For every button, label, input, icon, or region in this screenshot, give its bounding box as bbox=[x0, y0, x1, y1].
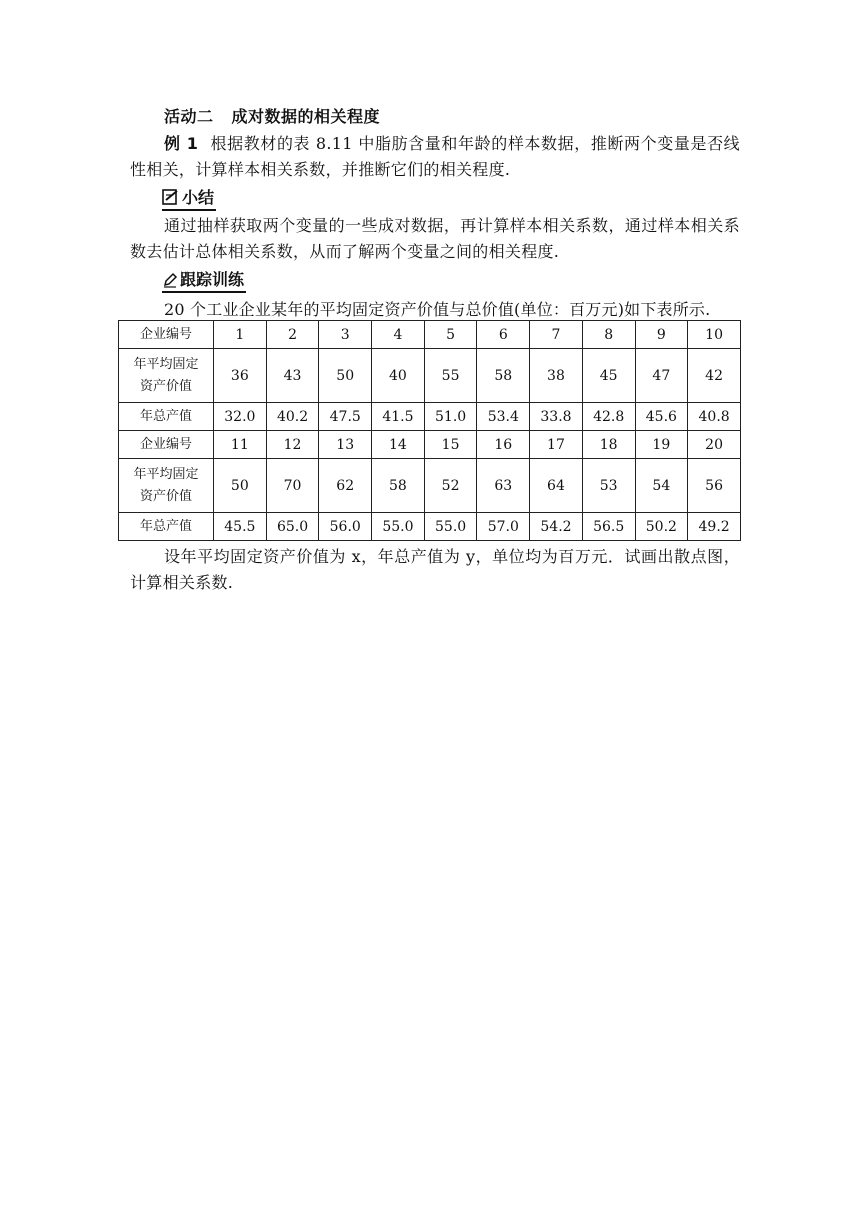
table-cell: 42 bbox=[688, 349, 741, 403]
table-cell: 50 bbox=[214, 459, 267, 513]
table-cell: 45.5 bbox=[214, 513, 267, 541]
table-cell: 55.0 bbox=[424, 513, 477, 541]
row-label-id: 企业编号 bbox=[119, 321, 214, 349]
row-label-id: 企业编号 bbox=[119, 431, 214, 459]
table-cell: 42.8 bbox=[582, 403, 635, 431]
practice-tag bbox=[162, 270, 246, 293]
table-row-assets-1 bbox=[119, 349, 741, 403]
activity-label: 活动二 bbox=[164, 107, 214, 126]
table-cell: 55.0 bbox=[372, 513, 425, 541]
table-cell: 56 bbox=[688, 459, 741, 513]
practice-intro: 20 个工业企业某年的平均固定资产价值与总价值(单位：百万元)如下表所示. bbox=[164, 300, 711, 319]
enterprise-data-table bbox=[118, 320, 741, 541]
table-cell: 4 bbox=[372, 321, 425, 349]
table-cell: 56.0 bbox=[319, 513, 372, 541]
table-cell: 6 bbox=[477, 321, 530, 349]
pencil-note-icon bbox=[162, 188, 180, 206]
table-cell: 55 bbox=[424, 349, 477, 403]
table-cell: 65.0 bbox=[266, 513, 319, 541]
table-cell: 8 bbox=[582, 321, 635, 349]
question-paragraph: 设年平均固定资产价值为 x，年总产值为 y，单位均为百万元．试画出散点图，计算相关系数. bbox=[130, 547, 740, 592]
row-label-asset bbox=[119, 349, 214, 403]
row-label-asset-line2: 资产价值 bbox=[139, 488, 192, 504]
table-cell: 51.0 bbox=[424, 403, 477, 431]
table-cell: 45 bbox=[582, 349, 635, 403]
table-cell: 43 bbox=[266, 349, 319, 403]
table-cell: 52 bbox=[424, 459, 477, 513]
table-cell: 15 bbox=[424, 431, 477, 459]
example-text: 根据教材的表 8.11 中脂肪含量和年龄的样本数据，推断两个变量是否线性相关，计算样本相关系数，并推断它们的相关程度. bbox=[130, 134, 740, 179]
table-row-assets-2 bbox=[119, 459, 741, 513]
table-cell: 54.2 bbox=[530, 513, 583, 541]
table-cell: 33.8 bbox=[530, 403, 583, 431]
table-cell: 19 bbox=[635, 431, 688, 459]
table-cell: 5 bbox=[424, 321, 477, 349]
table-cell: 58 bbox=[372, 459, 425, 513]
summary-tag bbox=[162, 188, 216, 211]
table-cell: 7 bbox=[530, 321, 583, 349]
table-cell: 14 bbox=[372, 431, 425, 459]
table-cell: 3 bbox=[319, 321, 372, 349]
table-cell: 2 bbox=[266, 321, 319, 349]
table-row-ids-1 bbox=[119, 321, 741, 349]
activity-title: 成对数据的相关程度 bbox=[231, 107, 381, 126]
table-cell: 50 bbox=[319, 349, 372, 403]
table-row-ids-2 bbox=[119, 431, 741, 459]
table-cell: 20 bbox=[688, 431, 741, 459]
row-label-output: 年总产值 bbox=[119, 403, 214, 431]
section-heading bbox=[164, 104, 380, 127]
summary-tag-label: 小结 bbox=[182, 188, 215, 207]
table-cell: 45.6 bbox=[635, 403, 688, 431]
table-cell: 1 bbox=[214, 321, 267, 349]
summary-paragraph: 通过抽样获取两个变量的一些成对数据，再计算样本相关系数，通过样本相关系数去估计总体相关系数，从而了解两个变量之间的相关程度. bbox=[130, 216, 740, 261]
row-label-asset-line1: 年平均固定 bbox=[133, 466, 199, 482]
table-cell: 53.4 bbox=[477, 403, 530, 431]
table-cell: 58 bbox=[477, 349, 530, 403]
table-cell: 16 bbox=[477, 431, 530, 459]
table-cell: 10 bbox=[688, 321, 741, 349]
table-cell: 62 bbox=[319, 459, 372, 513]
example-label: 例 1 bbox=[164, 134, 199, 153]
table-row-outputs-2 bbox=[119, 513, 741, 541]
table-cell: 12 bbox=[266, 431, 319, 459]
row-label-output: 年总产值 bbox=[119, 513, 214, 541]
table-cell: 40.8 bbox=[688, 403, 741, 431]
table-cell: 53 bbox=[582, 459, 635, 513]
row-label-asset-line2: 资产价值 bbox=[139, 378, 192, 394]
table-cell: 57.0 bbox=[477, 513, 530, 541]
table-row-outputs-1 bbox=[119, 403, 741, 431]
row-label-asset bbox=[119, 459, 214, 513]
table-cell: 56.5 bbox=[582, 513, 635, 541]
table-cell: 64 bbox=[530, 459, 583, 513]
table-cell: 11 bbox=[214, 431, 267, 459]
table-cell: 13 bbox=[319, 431, 372, 459]
table-cell: 18 bbox=[582, 431, 635, 459]
pencil-icon bbox=[162, 272, 178, 288]
table-cell: 40.2 bbox=[266, 403, 319, 431]
row-label-asset-line1: 年平均固定 bbox=[133, 356, 199, 372]
table-cell: 50.2 bbox=[635, 513, 688, 541]
table-cell: 49.2 bbox=[688, 513, 741, 541]
practice-tag-label: 跟踪训练 bbox=[180, 270, 245, 289]
example-paragraph bbox=[130, 131, 740, 183]
table-cell: 63 bbox=[477, 459, 530, 513]
table-cell: 9 bbox=[635, 321, 688, 349]
table-cell: 47 bbox=[635, 349, 688, 403]
table-cell: 70 bbox=[266, 459, 319, 513]
table-cell: 54 bbox=[635, 459, 688, 513]
table-cell: 41.5 bbox=[372, 403, 425, 431]
table-cell: 38 bbox=[530, 349, 583, 403]
table-cell: 47.5 bbox=[319, 403, 372, 431]
table-cell: 17 bbox=[530, 431, 583, 459]
table-cell: 32.0 bbox=[214, 403, 267, 431]
table-cell: 36 bbox=[214, 349, 267, 403]
table-cell: 40 bbox=[372, 349, 425, 403]
